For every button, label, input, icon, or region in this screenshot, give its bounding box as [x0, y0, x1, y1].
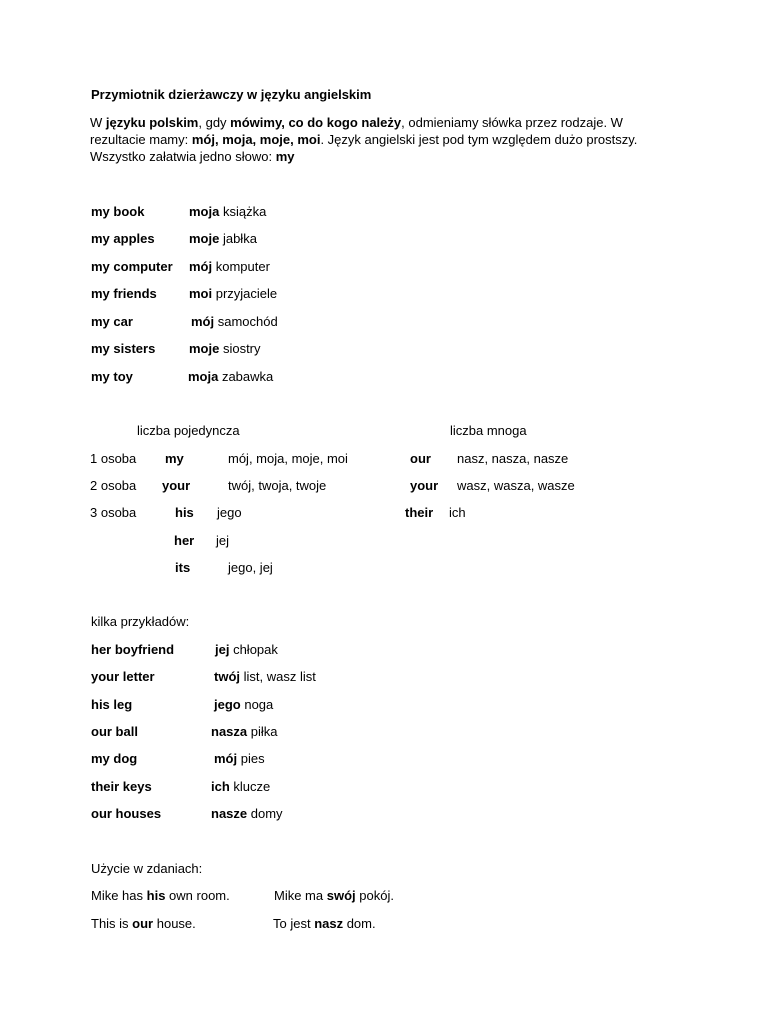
- pair-polish-bold: moje: [189, 231, 220, 246]
- table-plural-pronoun: our: [410, 451, 431, 466]
- example-polish-rest: noga: [240, 697, 274, 712]
- example-english: our houses: [91, 806, 162, 821]
- table-singular-pronoun: her: [174, 533, 195, 548]
- example-polish-rest: chłopak: [229, 642, 278, 657]
- pair-polish-rest: książka: [219, 204, 267, 219]
- intro-bold: my: [275, 149, 295, 164]
- examples-heading: kilka przykładów:: [91, 614, 190, 629]
- pair-english: my apples: [91, 231, 155, 246]
- table-plural-polish: nasz, nasza, nasze: [457, 451, 569, 466]
- table-plural-pronoun: their: [405, 505, 434, 520]
- sentence-text: own room.: [165, 888, 230, 903]
- table-header-singular: liczba pojedyncza: [137, 423, 240, 438]
- pair-english: my computer: [91, 259, 173, 274]
- table-singular-polish: jej: [216, 533, 230, 548]
- table-singular-polish: mój, moja, moje, moi: [228, 451, 348, 466]
- pair-polish-bold: moja: [189, 204, 220, 219]
- example-polish: [211, 779, 270, 795]
- pair-polish-rest: samochód: [214, 314, 278, 329]
- pair-polish: [188, 369, 273, 385]
- example-polish: [214, 697, 273, 713]
- pair-polish-rest: zabawka: [218, 369, 274, 384]
- pair-polish: [189, 259, 270, 275]
- table-plural-polish: wasz, wasza, wasze: [457, 478, 575, 493]
- example-english: your letter: [91, 669, 155, 684]
- sentence-pronoun: his: [146, 888, 166, 903]
- sentence-english: [91, 916, 196, 932]
- pair-polish: [189, 341, 261, 357]
- intro-bold: mówimy, co do kogo należy: [230, 115, 402, 130]
- sentence-pronoun: our: [132, 916, 154, 931]
- sentence-text: pokój.: [355, 888, 394, 903]
- table-plural-polish: ich: [449, 505, 466, 520]
- pair-polish-bold: moje: [189, 341, 220, 356]
- sentence-text: To jest: [273, 916, 315, 931]
- table-singular-polish: jego: [217, 505, 242, 520]
- table-person: 3 osoba: [90, 505, 137, 520]
- example-polish: [215, 642, 278, 658]
- table-plural-pronoun: your: [410, 478, 439, 493]
- example-english: my dog: [91, 751, 138, 766]
- pair-polish-bold: mój: [189, 259, 213, 274]
- table-singular-pronoun: your: [162, 478, 191, 493]
- document-title: Przymiotnik dzierżawczy w języku angielskim: [91, 87, 372, 102]
- sentence-polish: [274, 888, 394, 904]
- example-english: our ball: [91, 724, 138, 739]
- example-polish-bold: jej: [215, 642, 230, 657]
- pair-polish-bold: mój: [191, 314, 215, 329]
- intro-bold: mój, moja, moje, moi: [191, 132, 321, 147]
- sentence-text: Mike ma: [274, 888, 327, 903]
- example-polish: [211, 806, 283, 822]
- example-english: their keys: [91, 779, 152, 794]
- intro-paragraph: [90, 114, 680, 165]
- pair-polish: [189, 286, 277, 302]
- sentence-pronoun: nasz: [314, 916, 344, 931]
- pair-polish: [191, 314, 278, 330]
- example-english: his leg: [91, 697, 133, 712]
- example-english: her boyfriend: [91, 642, 175, 657]
- example-polish-bold: nasza: [211, 724, 248, 739]
- pair-english: my book: [91, 204, 145, 219]
- example-polish-bold: mój: [214, 751, 238, 766]
- pair-polish-rest: siostry: [219, 341, 261, 356]
- example-polish-bold: twój: [214, 669, 240, 684]
- example-polish-rest: list, wasz list: [240, 669, 316, 684]
- example-polish-rest: klucze: [229, 779, 271, 794]
- pair-polish-bold: moi: [189, 286, 213, 301]
- table-singular-polish: twój, twoja, twoje: [228, 478, 327, 493]
- usage-heading: Użycie w zdaniach:: [91, 861, 203, 876]
- sentence-english: [91, 888, 230, 904]
- intro-text: . Język angielski jest pod tym względem dużo prostszy. Wszystko załatwia jedno słowo:: [90, 132, 638, 164]
- pair-polish: [189, 231, 257, 247]
- pair-polish: [189, 204, 266, 220]
- pair-polish-bold: moja: [188, 369, 219, 384]
- example-polish: [214, 669, 316, 685]
- table-person: 2 osoba: [90, 478, 137, 493]
- pair-english: my friends: [91, 286, 157, 301]
- example-polish-rest: domy: [247, 806, 283, 821]
- pair-polish-rest: jabłka: [219, 231, 257, 246]
- table-singular-pronoun: his: [175, 505, 194, 520]
- example-polish-bold: nasze: [211, 806, 248, 821]
- intro-bold: języku polskim: [105, 115, 199, 130]
- table-header-plural: liczba mnoga: [450, 423, 527, 438]
- example-polish-bold: ich: [211, 779, 230, 794]
- example-polish: [211, 724, 278, 740]
- pair-english: my toy: [91, 369, 133, 384]
- table-singular-pronoun: my: [165, 451, 184, 466]
- pair-polish-rest: przyjaciele: [212, 286, 278, 301]
- intro-text: , odmieniamy słówka przez rodzaje. W rezultacie mamy:: [90, 115, 623, 147]
- table-singular-polish: jego, jej: [228, 560, 273, 575]
- sentence-text: dom.: [343, 916, 376, 931]
- sentence-text: Mike has: [91, 888, 147, 903]
- example-polish-bold: jego: [214, 697, 241, 712]
- sentence-pronoun: swój: [326, 888, 356, 903]
- sentence-text: house.: [153, 916, 196, 931]
- pair-english: my car: [91, 314, 133, 329]
- example-polish-rest: piłka: [247, 724, 278, 739]
- table-person: 1 osoba: [90, 451, 137, 466]
- table-singular-pronoun: its: [175, 560, 191, 575]
- pair-english: my sisters: [91, 341, 156, 356]
- intro-text: , gdy: [198, 115, 231, 130]
- example-polish-rest: pies: [237, 751, 265, 766]
- pair-polish-rest: komputer: [212, 259, 270, 274]
- sentence-text: This is: [91, 916, 133, 931]
- example-polish: [214, 751, 265, 767]
- intro-text: W: [90, 115, 106, 130]
- sentence-polish: [273, 916, 376, 932]
